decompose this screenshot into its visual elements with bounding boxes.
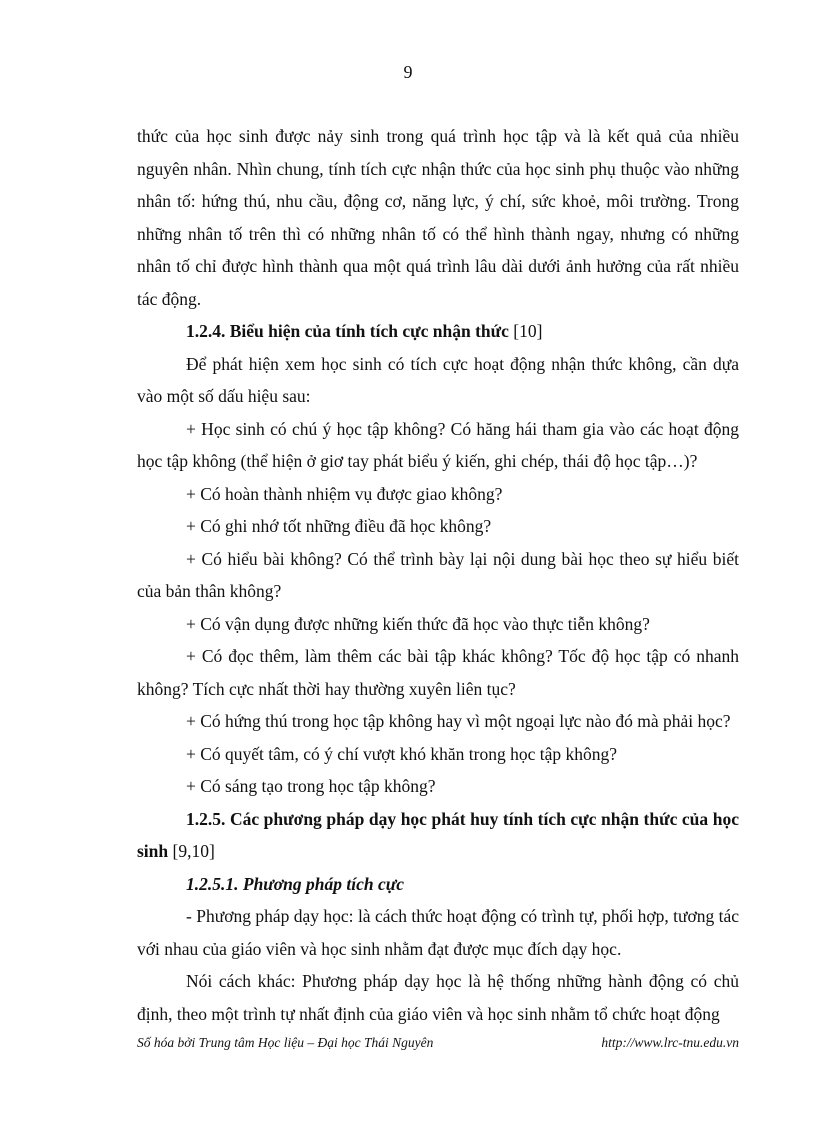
- list-item: + Có ghi nhớ tốt những điều đã học không?: [186, 516, 492, 536]
- list-item: + Có hiểu bài không? Có thể trình bày lại nội dung bài học theo sự hiểu biết của bản thân không?: [137, 548, 739, 601]
- footer-source: Số hóa bởi Trung tâm Học liệu – Đại học Thái Nguyên: [137, 1035, 434, 1050]
- paragraph: - Phương pháp dạy học: là cách thức hoạt động có trình tự, phối hợp, tương tác với nhau của giáo viên và học sinh nhằm đạt được mục đích dạy học.: [137, 906, 739, 959]
- section-heading: [137, 315, 739, 348]
- footer-url: http://www.lrc-tnu.edu.vn: [601, 1035, 739, 1050]
- page-number: 9: [403, 62, 413, 82]
- section-heading-text: 1.2.4. Biểu hiện của tính tích cực nhận thức: [186, 321, 509, 341]
- citation: [9,10]: [168, 841, 215, 861]
- page-footer: [137, 1035, 739, 1051]
- section-heading-text: 1.2.5. Các phương pháp dạy học phát huy tính tích cực nhận thức của học sinh: [137, 808, 739, 861]
- section-heading: [137, 803, 739, 868]
- paragraph: Nói cách khác: Phương pháp dạy học là hệ thống những hành động có chủ định, theo một trình tự nhất định của giáo viên và học sinh nhằm tổ chức hoạt động: [137, 971, 739, 1024]
- list-item: + Có hứng thú trong học tập không hay vì một ngoại lực nào đó mà phải học?: [186, 711, 731, 731]
- list-item: + Có quyết tâm, có ý chí vượt khó khăn trong học tập không?: [186, 743, 618, 764]
- document-body: [137, 120, 739, 1030]
- citation: [10]: [508, 321, 543, 341]
- list-item: + Học sinh có chú ý học tập không? Có hăng hái tham gia vào các hoạt động học tập không (thể hiện ở giơ tay phát biểu ý kiến, ghi chép, thái độ học tập…)?: [137, 418, 739, 471]
- paragraph: Để phát hiện xem học sinh có tích cực hoạt động nhận thức không, cần dựa vào một số dấu hiệu sau:: [137, 353, 739, 406]
- subsection-heading: 1.2.5.1. Phương pháp tích cực: [186, 873, 405, 894]
- paragraph: thức của học sinh được nảy sinh trong quá trình học tập và là kết quả của nhiều nguyên nhân. Nhìn chung, tính tích cực nhận thức của học sinh phụ thuộc vào những nhân tố: hứng thú, nhu cầu, động cơ, năng lực, ý chí, sức khoẻ, môi trường. Trong những nhân tố trên thì có những nhân tố có thể hình thành ngay, nhưng có những nhân tố chỉ được hình thành qua một quá trình lâu dài dưới ảnh hưởng của rất nhiều tác động.: [137, 126, 739, 309]
- list-item: + Có vận dụng được những kiến thức đã học vào thực tiễn không?: [186, 613, 650, 634]
- list-item: + Có sáng tạo trong học tập không?: [186, 776, 436, 796]
- list-item: + Có hoàn thành nhiệm vụ được giao không?: [186, 483, 503, 504]
- list-item: + Có đọc thêm, làm thêm các bài tập khác không? Tốc độ học tập có nhanh không? Tích cực nhất thời hay thường xuyên liên tục?: [137, 646, 739, 699]
